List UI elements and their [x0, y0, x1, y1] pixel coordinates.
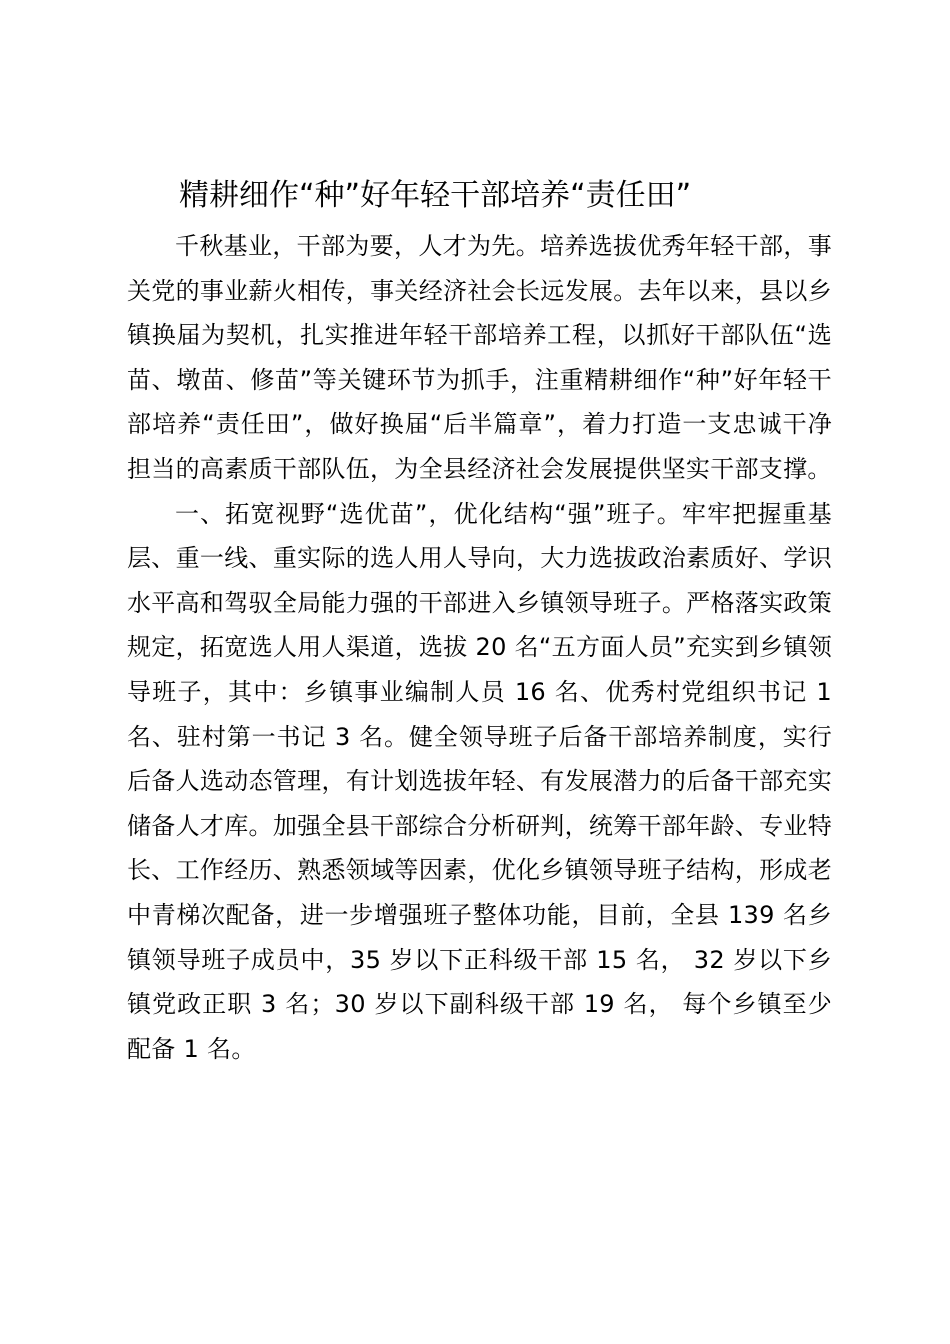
paragraph-section-1: 一、拓宽视野“选优苗”，优化结构“强”班子。牢牢把握重基层、重一线、重实际的选人用人导向，大力选拔政治素质好、学识水平高和驾驭全局能力强的干部进入乡镇领导班子。严格落实政策规定，拓宽选人用人渠道，选拔 20 名“五方面人员”充实到乡镇领导班子，其中：乡镇事业编制人员 16 名、优秀村党组织书记 1 名、驻村第一书记 3 名。健全领导班子后备干部培养制度，实行后备人选动态管理，有计划选拔年轻、有发展潜力的后备干部充实储备人才库。加强全县干部综合分析研判，统筹干部年龄、专业特长、工作经历、熟悉领域等因素，优化乡镇领导班子结构，形成老中青梯次配备，进一步增强班子整体功能，目前，全县 139 名乡镇领导班子成员中，35 岁以下正科级干部 15 名， 32 岁以下乡镇党政正职 3 名；30 岁以下副科级干部 19 名， 每个乡镇至少配备 1 名。 — [127, 499, 832, 1063]
document-title: 精耕细作“种”好年轻干部培养“责任田” — [179, 178, 692, 213]
document-page — [127, 168, 832, 1071]
paragraph-intro: 千秋基业，干部为要，人才为先。培养选拔优秀年轻干部，事关党的事业薪火相传，事关经济社会长远发展。去年以来，县以乡镇换届为契机，扎实推进年轻干部培养工程，以抓好干部队伍“选苗、墩苗、修苗”等关键环节为抓手，注重精耕细作“种”好年轻干部培养“责任田”，做好换届“后半篇章”，着力打造一支忠诚干净担当的高素质干部队伍，为全县经济社会发展提供坚实干部支撑。 — [127, 232, 832, 483]
